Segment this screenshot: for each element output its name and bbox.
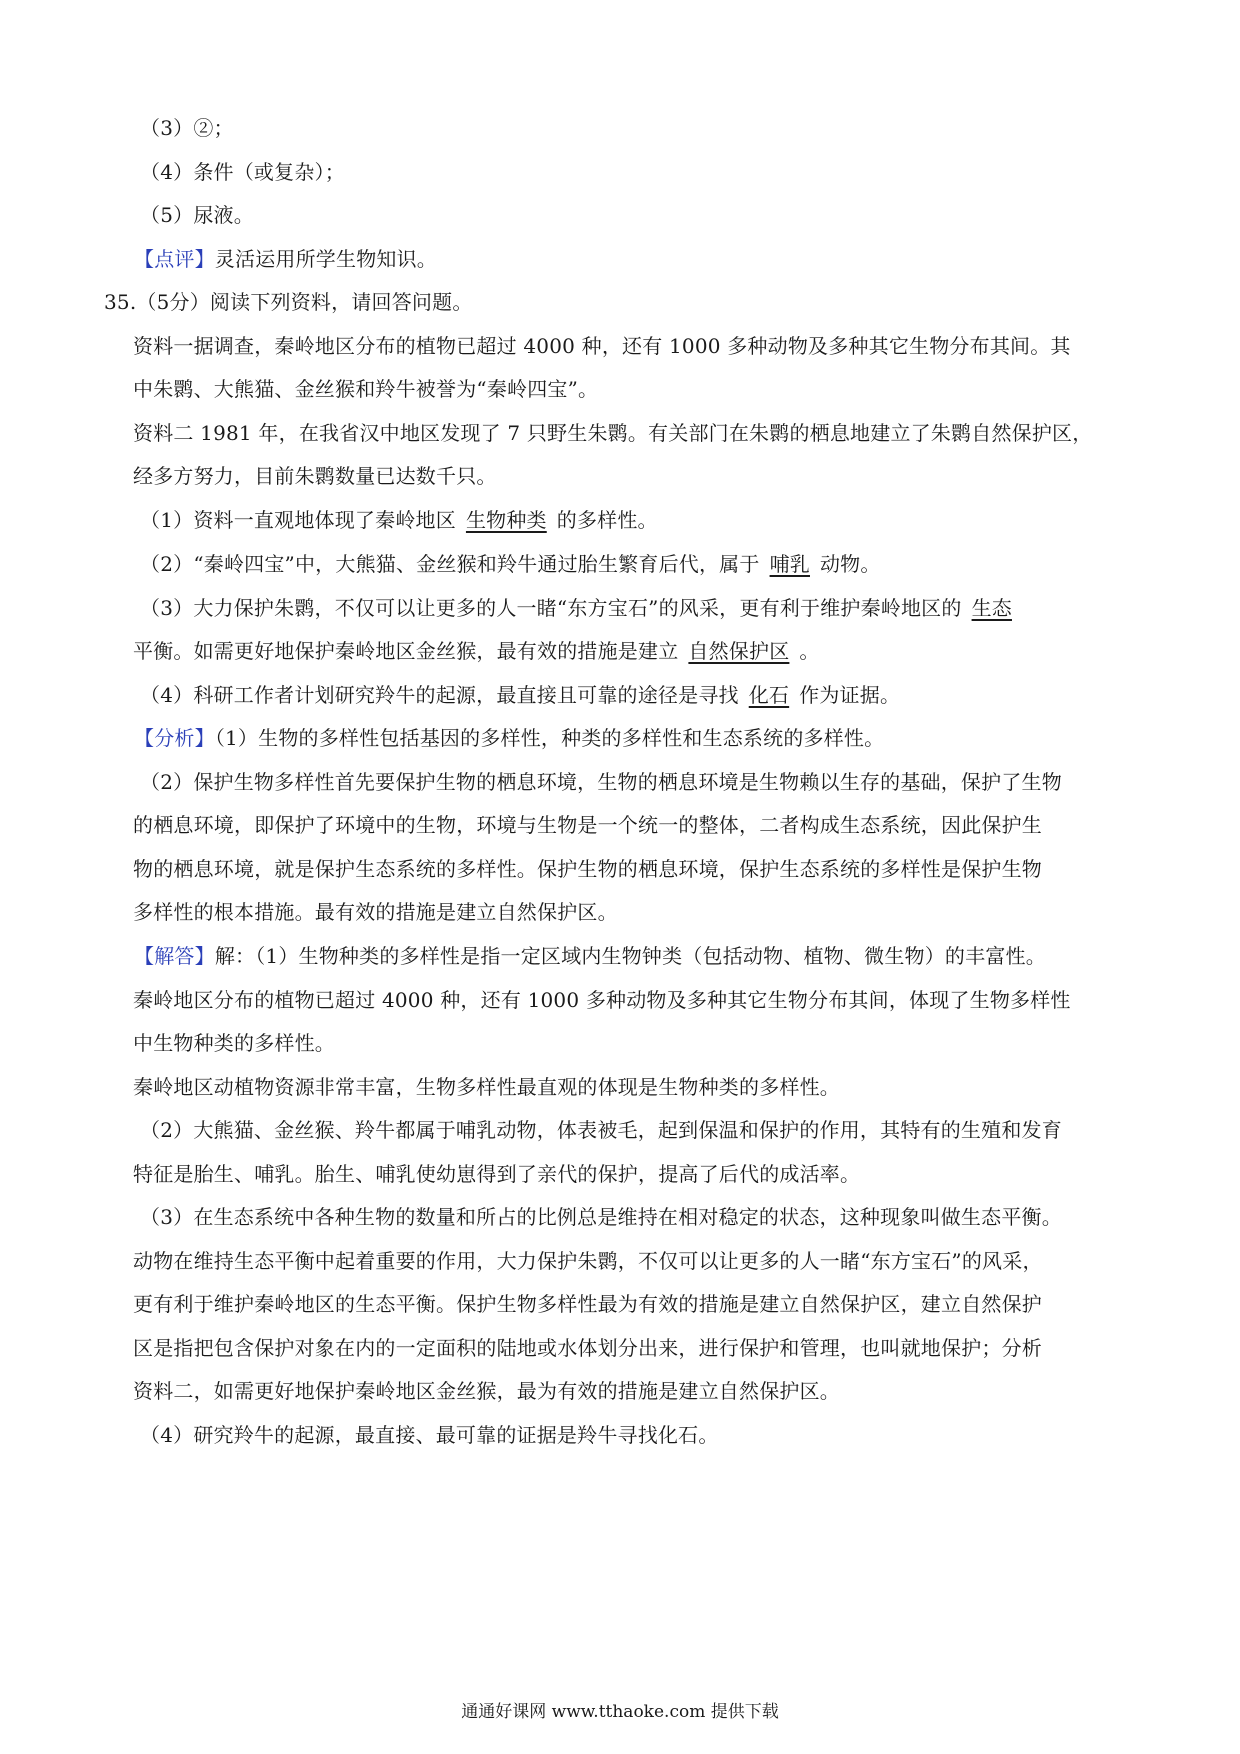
solution-line-4: 秦岭地区动植物资源非常丰富，生物多样性最直观的体现是生物种类的多样性。 [133, 1075, 840, 1099]
question-1 [140, 506, 658, 534]
solution-line-9: 更有利于维护秦岭地区的生态平衡。保护生物多样性最为有效的措施是建立自然保护区，建立自然保护 [133, 1292, 1042, 1316]
solution-line-12: （4）研究羚牛的起源，最直接、最可靠的证据是羚牛寻找化石。 [140, 1423, 719, 1447]
question-4-text: （4）科研工作者计划研究羚牛的起源，最直接且可靠的途径是寻找 [140, 683, 739, 707]
question-3-text-2: 平衡。如需更好地保护秦岭地区金丝猴，最有效的措施是建立 [133, 639, 679, 663]
material-2-line-1: 资料二 1981 年，在我省汉中地区发现了 7 只野生朱鹮。有关部门在朱鹮的栖息地建立了朱鹮自然保护区， [133, 421, 1093, 445]
question-4 [140, 681, 900, 709]
solution-line-11: 资料二，如需更好地保护秦岭地区金丝猴，最为有效的措施是建立自然保护区。 [133, 1379, 840, 1403]
comment-text: 灵活运用所学生物知识。 [214, 247, 438, 271]
solution-line-8: 动物在维持生态平衡中起着重要的作用，大力保护朱鹮，不仅可以让更多的人一睹“东方宝石”的风采， [133, 1249, 1043, 1273]
question-header: 35.（5分）阅读下列资料，请回答问题。 [104, 290, 473, 314]
question-3-text: （3）大力保护朱鹮，不仅可以让更多的人一睹“东方宝石”的风采，更有利于维护秦岭地区的 [140, 596, 962, 620]
answer-blank-1: 生物种类 [465, 508, 547, 532]
analysis-line-2: （2）保护生物多样性首先要保护生物的栖息环境，生物的栖息环境是生物赖以生存的基础，保护了生物 [140, 770, 1062, 794]
question-3-suffix: 。 [799, 639, 820, 663]
question-4-suffix: 作为证据。 [799, 683, 901, 707]
question-2-text: （2）“秦岭四宝”中，大熊猫、金丝猴和羚牛通过胎生繁育后代，属于 [140, 552, 760, 576]
question-1-suffix: 的多样性。 [556, 508, 658, 532]
answer-blank-3b: 自然保护区 [688, 639, 790, 663]
analysis-line-1 [134, 724, 884, 752]
answer-3: （3）②； [140, 116, 234, 140]
question-3-line-2 [133, 637, 820, 665]
question-2 [140, 550, 881, 578]
solution-line-2: 秦岭地区分布的植物已超过 4000 种，还有 1000 多种动物及多种其它生物分布其间，体现了生物多样性 [133, 988, 1071, 1012]
solution-text-1: 解：（1）生物种类的多样性是指一定区域内生物钟类（包括动物、植物、微生物）的丰富性。 [214, 944, 1046, 968]
answer-blank-3a: 生态 [971, 596, 1012, 620]
material-1-line-2: 中朱鹮、大熊猫、金丝猴和羚牛被誉为“秦岭四宝”。 [133, 377, 599, 401]
analysis-line-3: 的栖息环境，即保护了环境中的生物，环境与生物是一个统一的整体，二者构成生态系统，因此保护生 [133, 813, 1042, 837]
material-2-line-2: 经多方努力，目前朱鹮数量已达数千只。 [133, 464, 497, 488]
comment-line [134, 245, 437, 273]
analysis-line-5: 多样性的根本措施。最有效的措施是建立自然保护区。 [133, 900, 618, 924]
solution-line-1 [134, 942, 1046, 970]
analysis-line-4: 物的栖息环境，就是保护生态系统的多样性。保护生物的栖息环境，保护生态系统的多样性是保护生物 [133, 857, 1042, 881]
solution-tag: 【解答】 [134, 944, 215, 968]
analysis-text-1: （1）生物的多样性包括基因的多样性，种类的多样性和生态系统的多样性。 [214, 726, 885, 750]
answer-4: （4）条件（或复杂）； [140, 160, 345, 184]
analysis-tag: 【分析】 [134, 726, 215, 750]
comment-tag: 【点评】 [134, 247, 215, 271]
solution-line-7: （3）在生态系统中各种生物的数量和所占的比例总是维持在相对稳定的状态，这种现象叫做生态平衡。 [140, 1205, 1062, 1229]
solution-line-10: 区是指把包含保护对象在内的一定面积的陆地或水体划分出来，进行保护和管理，也叫就地保护；分析 [133, 1336, 1042, 1360]
answer-blank-2: 哺乳 [769, 552, 810, 576]
question-2-suffix: 动物。 [819, 552, 881, 576]
question-1-text: （1）资料一直观地体现了秦岭地区 [140, 508, 456, 532]
material-1-line-1: 资料一据调查，秦岭地区分布的植物已超过 4000 种，还有 1000 多种动物及多种其它生物分布其间。其 [133, 334, 1071, 358]
answer-5: （5）尿液。 [140, 203, 254, 227]
question-3-line-1 [140, 594, 1022, 622]
answer-blank-4: 化石 [748, 683, 790, 707]
page-footer: 通通好课网 www.tthaoke.com 提供下载 [461, 1702, 779, 1722]
solution-line-6: 特征是胎生、哺乳。胎生、哺乳使幼崽得到了亲代的保护，提高了后代的成活率。 [133, 1162, 861, 1186]
solution-line-3: 中生物种类的多样性。 [133, 1031, 335, 1055]
solution-line-5: （2）大熊猫、金丝猴、羚牛都属于哺乳动物，体表被毛，起到保温和保护的作用，其特有的生殖和发育 [140, 1118, 1062, 1142]
